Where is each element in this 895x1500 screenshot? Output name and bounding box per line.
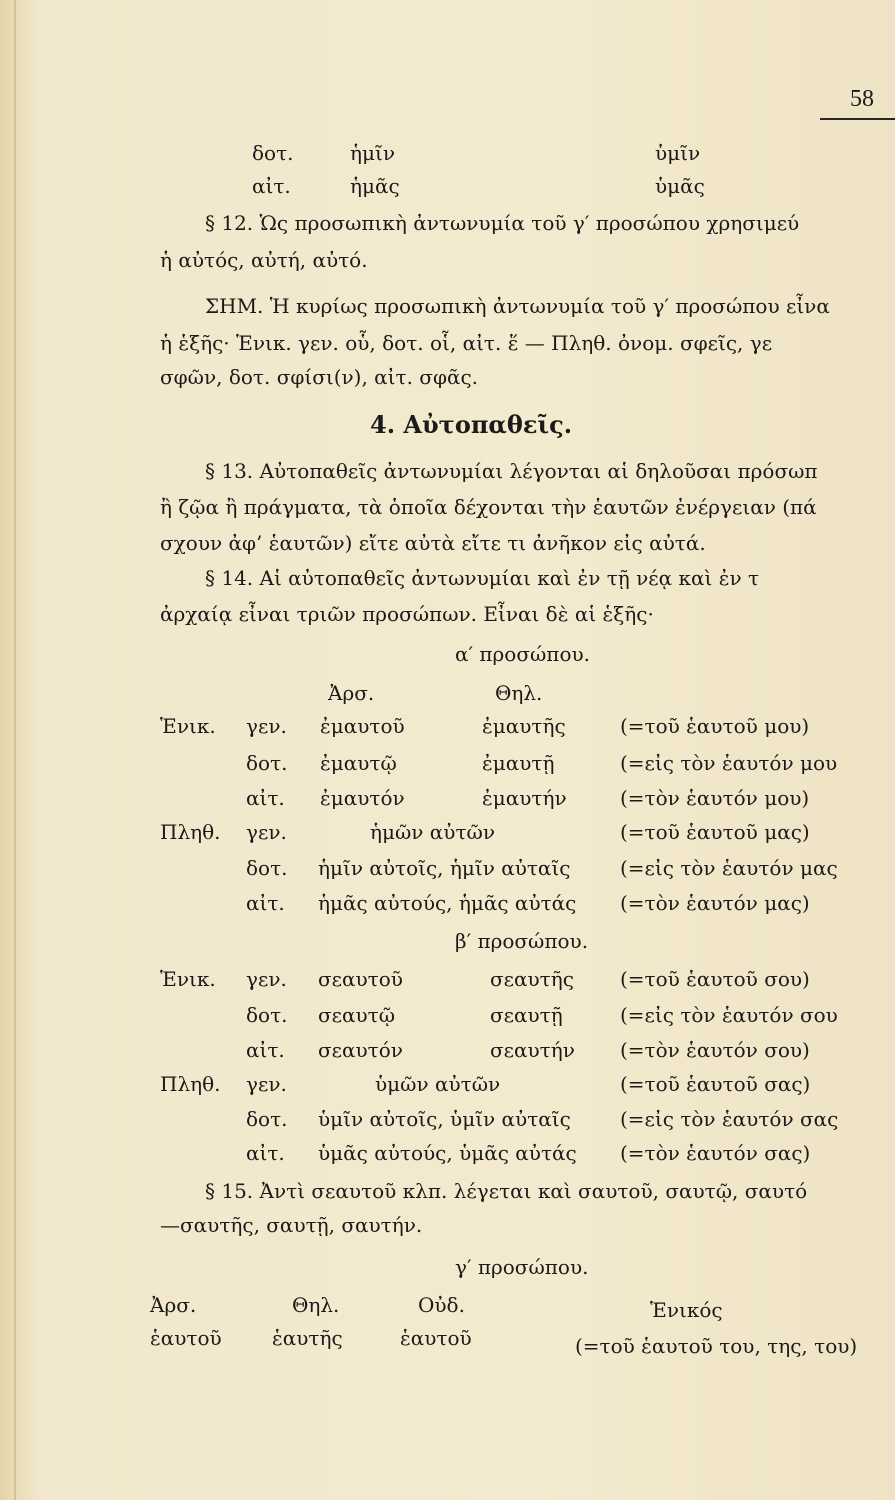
page-gutter-shadow <box>14 0 16 1500</box>
gloss: (=τοῦ ἑαυτοῦ του, της, του) <box>575 1334 858 1358</box>
case-label: γεν. <box>246 967 287 991</box>
case-label: δοτ. <box>246 856 288 880</box>
note-line: ἡ ἑξῆς· Ἑνικ. γεν. οὗ, δοτ. οἷ, αἰτ. ἕ — Πληθ. ὀνομ. σφεῖς, γε <box>160 331 773 355</box>
pronoun-form: σεαυτόν <box>318 1038 403 1062</box>
gloss: (=τοῦ ἑαυτοῦ μας) <box>620 820 810 844</box>
pronoun-form: σεαυτῆς <box>490 967 574 991</box>
section-heading: 4. Αὐτοπαθεῖς. <box>370 410 573 439</box>
pronoun-form: ἑαυτῆς <box>272 1326 343 1350</box>
pronoun-form: ἡμῖν αὐτοῖς, ἡμῖν αὐταῖς <box>318 856 571 880</box>
paragraph-14-line: § 14. Αἱ αὐτοπαθεῖς ἀντωνυμίαι καὶ ἐν τῇ νέᾳ καὶ ἐν τ <box>205 566 760 590</box>
case-label: γεν. <box>246 1072 287 1096</box>
pronoun-form: σεαυτήν <box>490 1038 575 1062</box>
case-label: αἰτ. <box>246 1038 285 1062</box>
pronoun-form: σεαυτῷ <box>318 1003 396 1027</box>
pronoun-form: ὑμῖν <box>655 141 701 165</box>
pronoun-form: σεαυτοῦ <box>318 967 403 991</box>
case-label: γεν. <box>246 714 287 738</box>
pronoun-form: σεαυτῇ <box>490 1003 563 1027</box>
third-person-title: γ′ προσώπου. <box>455 1255 589 1279</box>
gloss: (=εἰς τὸν ἑαυτόν σας <box>620 1107 839 1131</box>
paragraph-12-line: § 12. Ὡς προσωπικὴ ἀντωνυμία τοῦ γ′ προσώπου χρησιμεύ <box>205 211 800 235</box>
note-line: σφῶν, δοτ. σφίσι(ν), αἰτ. σφᾶς. <box>160 365 479 389</box>
gloss: (=τὸν ἑαυτόν σου) <box>620 1038 810 1062</box>
column-header-feminine: Θηλ. <box>495 681 543 705</box>
paragraph-12-line: ἡ αὐτός, αὐτή, αὐτό. <box>160 248 368 272</box>
gloss: (=τὸν ἑαυτόν μου) <box>620 786 810 810</box>
pronoun-form: ἐμαυτόν <box>320 786 405 810</box>
note-line: ΣΗΜ. Ἡ κυρίως προσωπικὴ ἀντωνυμία τοῦ γ′ προσώπου εἶνα <box>205 294 830 318</box>
case-label: αἰτ. <box>252 174 291 198</box>
case-label: αἰτ. <box>246 786 285 810</box>
column-header-masculine: Ἀρσ. <box>150 1293 197 1317</box>
paragraph-13-line: σχουν ἀφ’ ἑαυτῶν) εἴτε αὐτὰ εἴτε τι ἀνῆκον εἰς αὐτά. <box>160 531 706 555</box>
paragraph-14-line: ἀρχαίᾳ εἶναι τριῶν προσώπων. Εἶναι δὲ αἱ ἑξῆς· <box>160 602 654 626</box>
pronoun-form: ἡμῶν αὐτῶν <box>370 820 495 844</box>
pronoun-form: ἡμᾶς αὐτούς, ἡμᾶς αὐτάς <box>318 891 577 915</box>
pronoun-form: ἐμαυτῷ <box>320 751 397 775</box>
pronoun-form: ὑμῶν αὐτῶν <box>375 1072 501 1096</box>
pronoun-form: ἡμῖν <box>350 141 395 165</box>
case-label: δοτ. <box>246 751 288 775</box>
gloss: (=τὸν ἑαυτόν μας) <box>620 891 810 915</box>
pronoun-form: ἡμᾶς <box>350 174 400 198</box>
pronoun-form: ἐμαυτήν <box>482 786 567 810</box>
column-header-neuter: Οὐδ. <box>418 1293 465 1317</box>
pronoun-form: ἐμαυτῇ <box>482 751 555 775</box>
case-label: αἰτ. <box>246 891 285 915</box>
header-rule <box>820 118 895 120</box>
paragraph-15-line: —σαυτῆς, σαυτῇ, σαυτήν. <box>160 1213 423 1237</box>
pronoun-form: ἐμαυτῆς <box>482 714 566 738</box>
paragraph-13-line: § 13. Αὐτοπαθεῖς ἀντωνυμίαι λέγονται αἱ δηλοῦσαι πρόσωπ <box>205 459 818 483</box>
gloss: (=εἰς τὸν ἑαυτόν σου <box>620 1003 838 1027</box>
case-label: δοτ. <box>246 1107 288 1131</box>
page-number: 58 <box>850 86 874 112</box>
pronoun-form: ἐμαυτοῦ <box>320 714 405 738</box>
paragraph-13-line: ἢ ζῷα ἢ πράγματα, τὰ ὁποῖα δέχονται τὴν ἑαυτῶν ἐνέργειαν (πά <box>160 495 817 519</box>
second-person-title: β′ προσώπου. <box>455 929 589 953</box>
gloss: (=εἰς τὸν ἑαυτόν μου <box>620 751 838 775</box>
pronoun-form: ὑμᾶς <box>655 174 705 198</box>
pronoun-form: ἑαυτοῦ <box>400 1326 472 1350</box>
case-label: δοτ. <box>252 141 294 165</box>
case-label: δοτ. <box>246 1003 288 1027</box>
gloss: (=τοῦ ἑαυτοῦ σας) <box>620 1072 811 1096</box>
case-label: αἰτ. <box>246 1141 285 1165</box>
pronoun-form: ὑμᾶς αὐτούς, ὑμᾶς αὐτάς <box>318 1141 577 1165</box>
pronoun-form: ὑμῖν αὐτοῖς, ὑμῖν αὐταῖς <box>318 1107 571 1131</box>
column-header-number: Ἑνικός <box>650 1298 723 1322</box>
first-person-title: α′ προσώπου. <box>455 642 591 666</box>
pronoun-form: ἑαυτοῦ <box>150 1326 222 1350</box>
column-header-feminine: Θηλ. <box>292 1293 340 1317</box>
paragraph-15-line: § 15. Ἀντὶ σεαυτοῦ κλπ. λέγεται καὶ σαυτοῦ, σαυτῷ, σαυτό <box>205 1179 808 1203</box>
column-header-masculine: Ἀρσ. <box>328 681 375 705</box>
number-label: Ἑνικ. <box>160 967 216 991</box>
gloss: (=εἰς τὸν ἑαυτόν μας <box>620 856 838 880</box>
gloss: (=τοῦ ἑαυτοῦ μου) <box>620 714 810 738</box>
number-label: Ἑνικ. <box>160 714 216 738</box>
number-label: Πληθ. <box>160 1072 221 1096</box>
gloss: (=τοῦ ἑαυτοῦ σου) <box>620 967 810 991</box>
gloss: (=τὸν ἑαυτόν σας) <box>620 1141 811 1165</box>
case-label: γεν. <box>246 820 287 844</box>
number-label: Πληθ. <box>160 820 221 844</box>
